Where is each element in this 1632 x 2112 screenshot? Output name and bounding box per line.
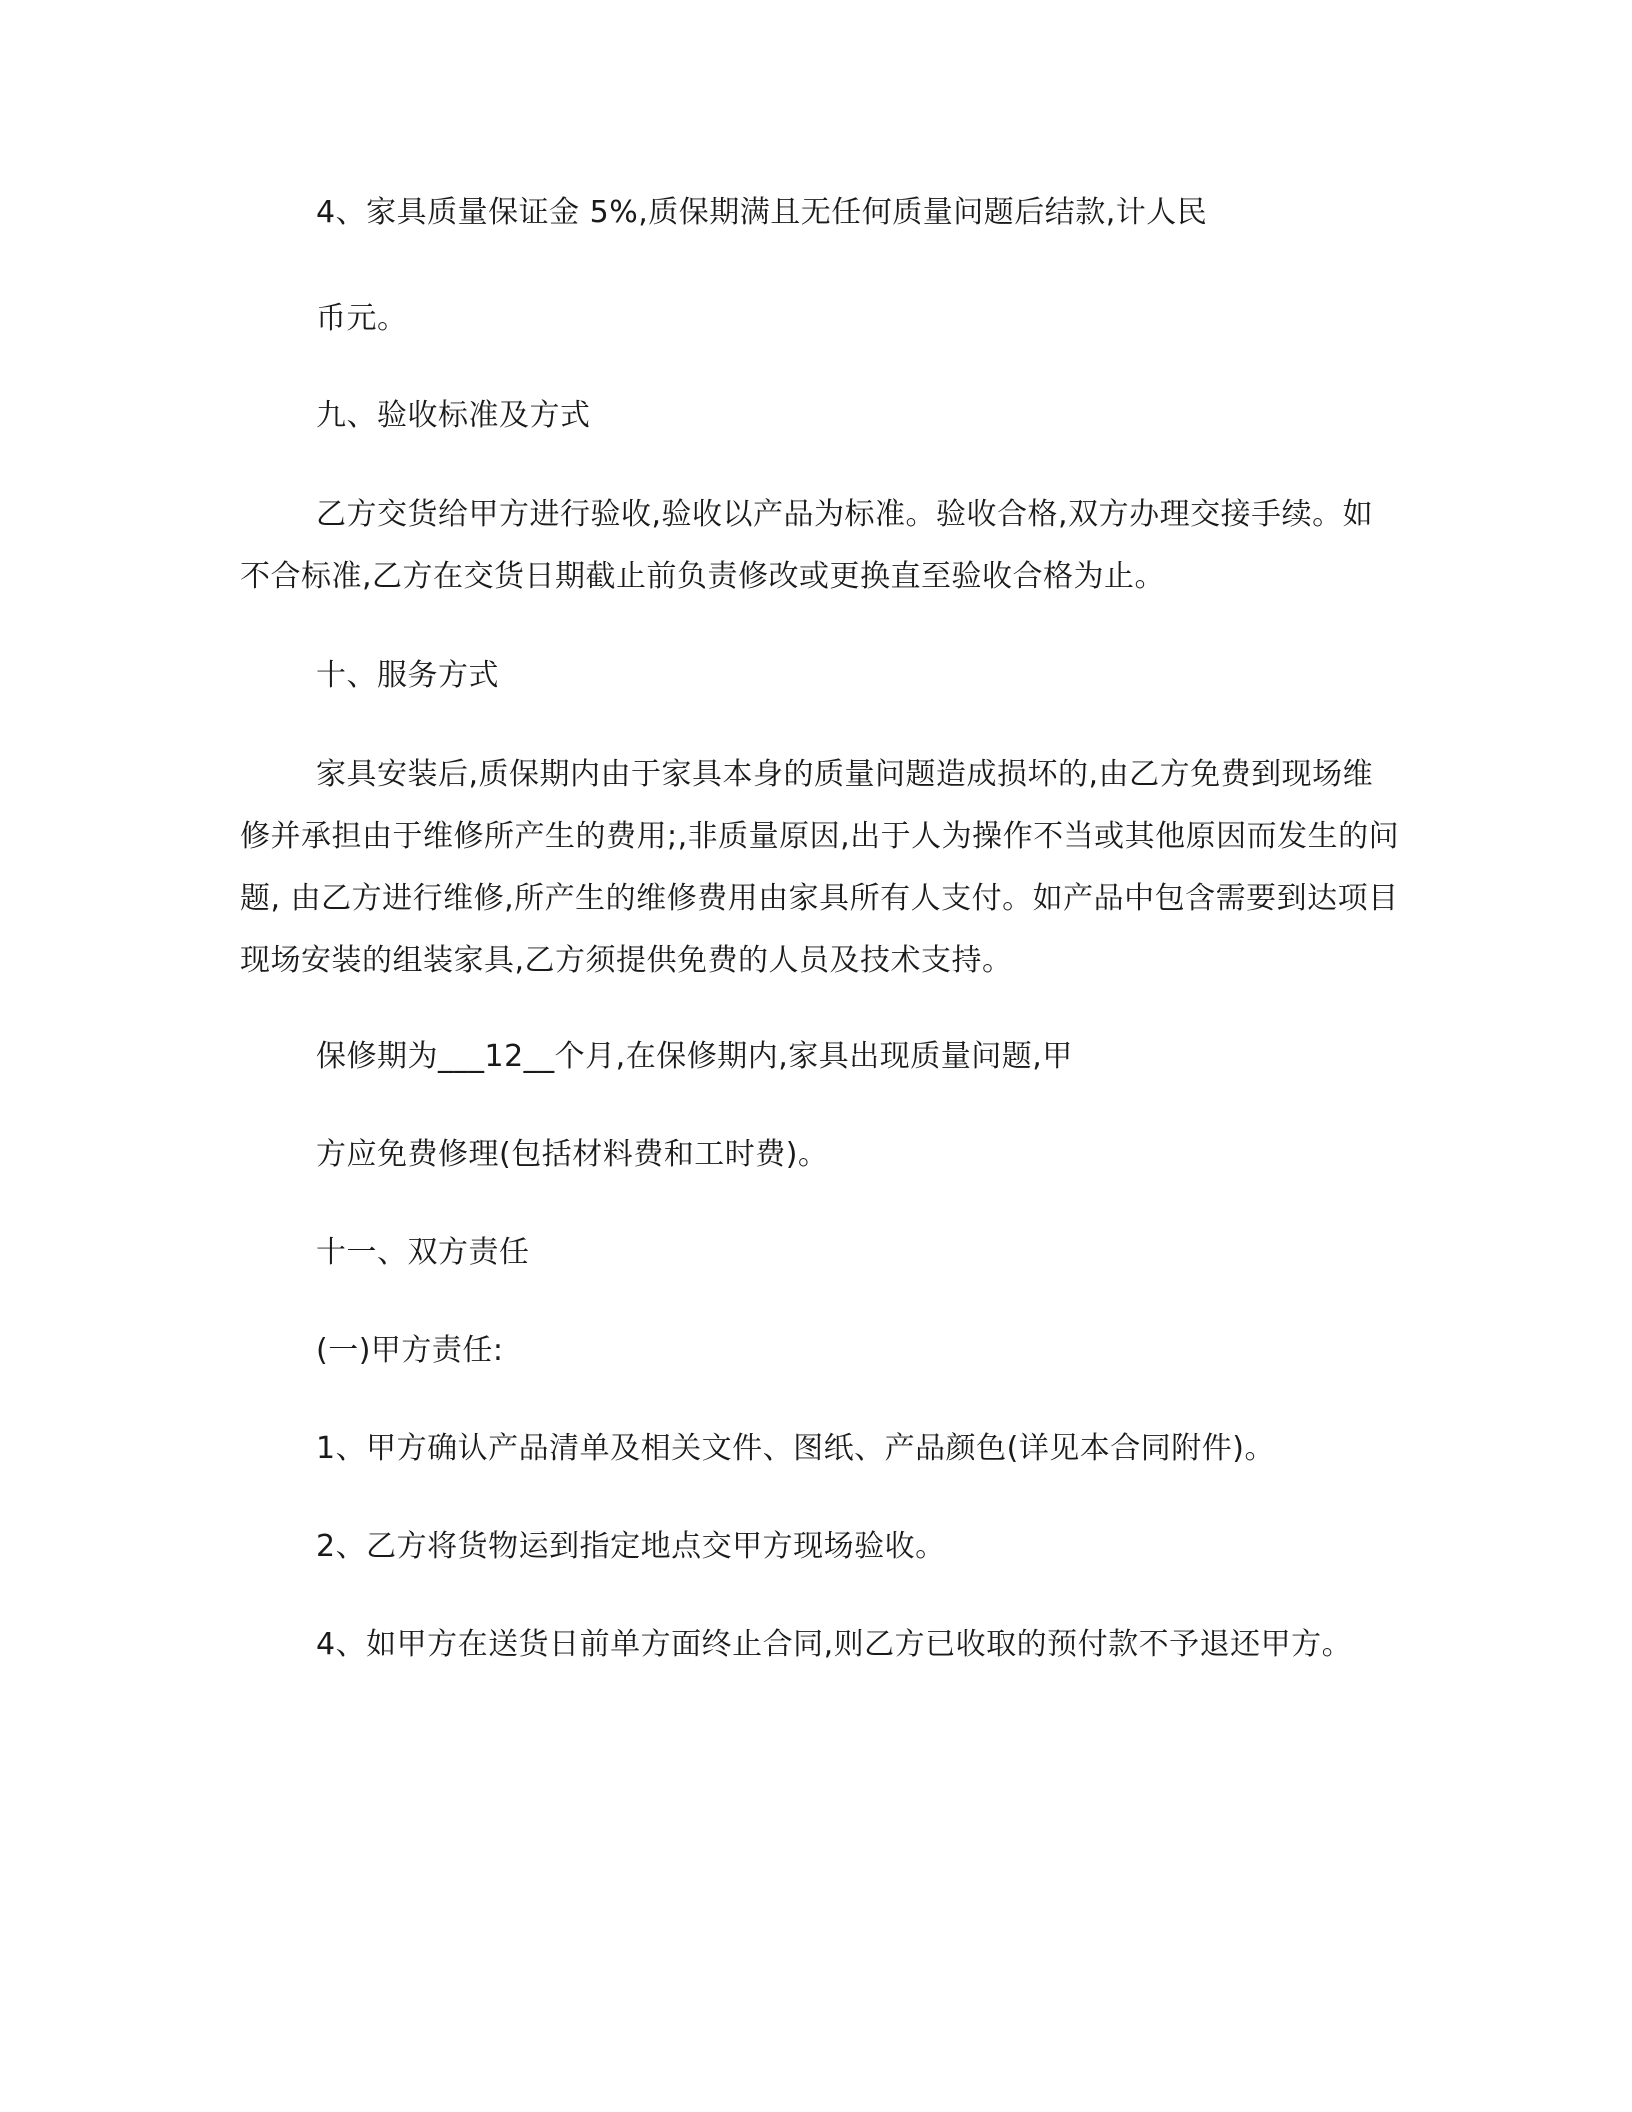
section-heading-service: 十、服务方式 [316, 658, 499, 693]
section-heading-responsibilities: 十一、双方责任 [316, 1235, 530, 1270]
subheading-party-a: (一)甲方责任: [316, 1333, 504, 1368]
clause-8-item-4-line-1: 4、家具质量保证金 5%,质保期满且无任何质量问题后结款,计人民 [316, 195, 1208, 230]
warranty-line-1: 保修期为___12__个月,在保修期内,家具出现质量问题,甲 [316, 1039, 1073, 1074]
inspection-paragraph: 乙方交货给甲方进行验收,验收以产品为标准。验收合格,双方办理交接手续。如不合标准,乙方在交货日期截止前负责修改或更换直至验收合格为止。 [240, 497, 1374, 594]
service-paragraph: 家具安装后,质保期内由于家具本身的质量问题造成损坏的,由乙方免费到现场维修并承担由于维修所产生的费用;,非质量原因,出于人为操作不当或其他原因而发生的问题, 由乙方进行维修,所产生的维修费用由家具所有人支付。如产品中包含需要到达项目现场安装的组装家具,乙方须提供免费的人员及技术支持。 [240, 757, 1400, 978]
clause-8-item-4-line-2: 币元。 [316, 301, 408, 336]
section-heading-inspection: 九、验收标准及方式 [316, 398, 591, 433]
party-a-item-1: 1、甲方确认产品清单及相关文件、图纸、产品颜色(详见本合同附件)。 [316, 1431, 1275, 1466]
party-a-item-4: 4、如甲方在送货日前单方面终止合同,则乙方已收取的预付款不予退还甲方。 [316, 1627, 1353, 1662]
warranty-line-2: 方应免费修理(包括材料费和工时费)。 [316, 1137, 829, 1172]
party-a-item-2: 2、乙方将货物运到指定地点交甲方现场验收。 [316, 1529, 946, 1564]
